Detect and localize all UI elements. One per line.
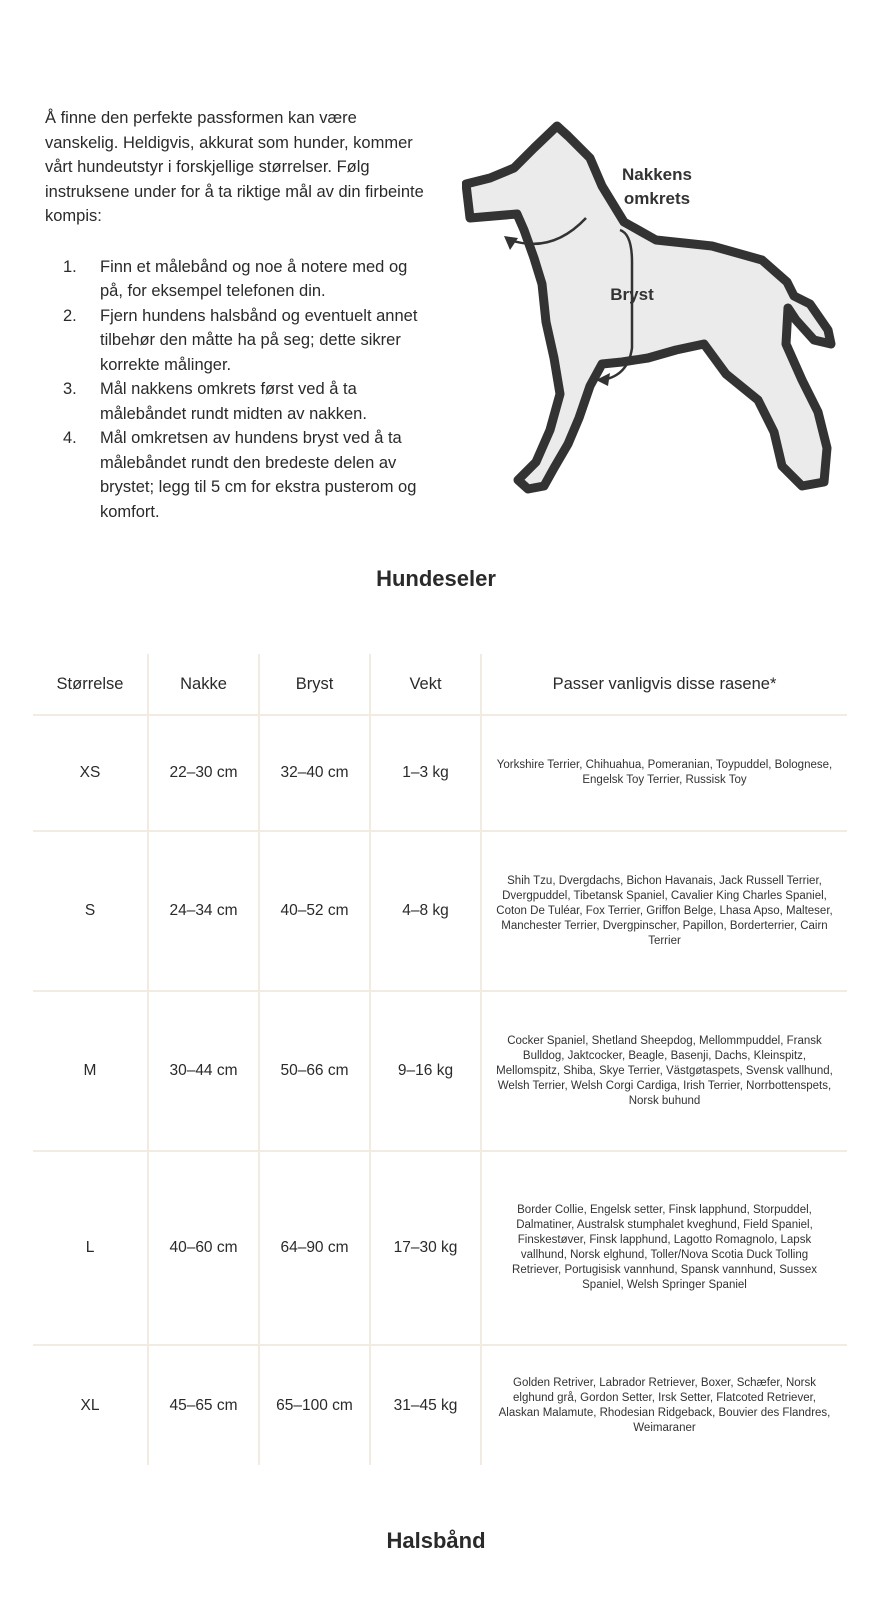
chest-cell: 64–90 cm: [259, 1151, 370, 1345]
collar-title: Halsbånd: [386, 1528, 486, 1553]
neck-label: omkrets: [623, 189, 691, 208]
list-item: [45, 377, 425, 426]
chest-cell: 50–66 cm: [259, 991, 370, 1151]
neck-cell: 45–65 cm: [148, 1345, 259, 1465]
size-cell: L: [33, 1151, 148, 1345]
weight-cell: 1–3 kg: [370, 715, 481, 831]
step-text: Mål nakkens omkrets først ved å ta målebåndet rundt midten av nakken.: [100, 380, 367, 423]
breeds-cell: Shih Tzu, Dvergdachs, Bichon Havanais, Jack Russell Terrier, Dvergpuddel, Tibetansk Spaniel, Cavalier King Charles Spaniel, Coton De Tuléar, Fox Terrier, Griffon Belge, Lhasa Apso, Malteser, Manchester Terrier, Dvergpinscher, Papillon, Borderterrier, Cairn Terrier: [481, 831, 847, 991]
intro-section: [45, 106, 425, 524]
list-item: [45, 426, 425, 524]
neck-label: Nakkens: [622, 165, 692, 184]
table-row: [33, 1151, 847, 1345]
step-text: Mål omkretsen av hundens bryst ved å ta målebåndet rundt den bredeste delen av brystet; legg til 5 cm for ekstra pusterom og komfort.: [100, 429, 417, 521]
size-cell: XL: [80, 1396, 100, 1414]
step-number: 3.: [63, 380, 77, 398]
weight-cell: 4–8 kg: [370, 831, 481, 991]
header-neck: Nakke: [148, 654, 259, 715]
chest-label: Bryst: [610, 285, 654, 304]
weight-cell: 31–45 kg: [370, 1345, 481, 1465]
breeds-cell: Cocker Spaniel, Shetland Sheepdog, Mellommpuddel, Fransk Bulldog, Jaktcocker, Beagle, Basenji, Dachs, Kleinspitz, Mellomspitz, Shiba, Skye Terrier, Västgøtaspets, Svensk vallhund, Welsh Terrier, Welsh Corgi Cardiga, Irish Terrier, Norrbottenspets, Norsk buhund: [481, 991, 847, 1151]
breeds-cell: Golden Retriver, Labrador Retriever, Boxer, Schæfer, Norsk elghund grå, Gordon Setter, Irsk Setter, Flatcoted Retriever, Alaskan Malamute, Rhodesian Ridgeback, Bouvier des Flandres, Weimaraner: [481, 1345, 847, 1465]
table-row: [33, 831, 847, 991]
harness-size-table: [33, 654, 847, 1465]
step-text: Fjern hundens halsbånd og eventuelt annet tilbehør den måtte ha på seg; dette sikrer korrekte målinger.: [100, 306, 418, 374]
chest-cell: 40–52 cm: [259, 831, 370, 991]
dog-measurement-diagram: [462, 112, 852, 512]
measurement-steps: [45, 255, 425, 525]
chest-cell: 32–40 cm: [259, 715, 370, 831]
step-number: 1.: [63, 257, 77, 276]
header-weight: Vekt: [370, 654, 481, 715]
step-number: 4.: [63, 429, 77, 447]
chest-cell: 65–100 cm: [259, 1345, 370, 1465]
intro-text: Å finne den perfekte passformen kan være vanskelig. Heldigvis, akkurat som hunder, kommer vårt hundeutstyr i forskjellige størrelser. Følg instruksene under for å ta riktige mål av din firbeinte kompis:: [45, 109, 424, 225]
neck-cell: 30–44 cm: [148, 991, 259, 1151]
step-text: Finn et målebånd og noe å notere med og på, for eksempel telefonen din.: [100, 257, 408, 300]
header-breeds: Passer vanligvis disse rasene*: [481, 654, 847, 715]
size-cell: XS: [33, 715, 148, 831]
harness-title: Hundeseler: [376, 566, 496, 591]
list-item: [45, 255, 425, 304]
size-cell: M: [33, 991, 148, 1151]
step-number: 2.: [63, 306, 77, 325]
weight-cell: 17–30 kg: [370, 1151, 481, 1345]
table-row: [33, 715, 847, 831]
header-size: Størrelse: [33, 654, 148, 715]
header-chest: Bryst: [259, 654, 370, 715]
list-item: [45, 304, 425, 378]
breeds-cell: Border Collie, Engelsk setter, Finsk lapphund, Storpuddel, Dalmatiner, Australsk stumphalet kveghund, Field Spaniel, Finskestøver, Finsk lapphund, Lagotto Romagnolo, Lapsk vallhund, Norsk elghund, Toller/Nova Scotia Duck Tolling Retriever, Portugisisk vannhund, Spansk vannhund, Sussex Spaniel, Welsh Springer Spaniel: [481, 1151, 847, 1345]
table-row: [33, 991, 847, 1151]
table-row: [33, 1345, 847, 1465]
neck-cell: 22–30 cm: [148, 715, 259, 831]
neck-cell: 40–60 cm: [148, 1151, 259, 1345]
weight-cell: 9–16 kg: [370, 991, 481, 1151]
neck-cell: 24–34 cm: [148, 831, 259, 991]
size-cell: S: [33, 831, 148, 991]
table-header-row: [33, 654, 847, 715]
breeds-cell: Yorkshire Terrier, Chihuahua, Pomeranian, Toypuddel, Bolognese, Engelsk Toy Terrier, Russisk Toy: [481, 715, 847, 831]
